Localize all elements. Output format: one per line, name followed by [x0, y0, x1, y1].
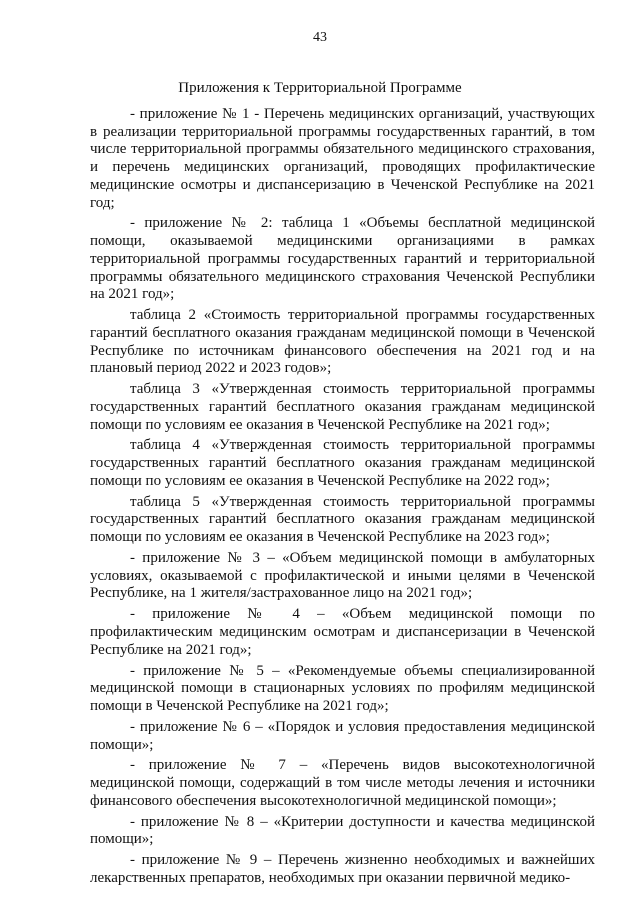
paragraph-appendix-8: - приложение № 8 – «Критерии доступности и качества медицинской помощи»;	[90, 813, 595, 848]
paragraph-appendix-7: - приложение № 7 – «Перечень видов высокотехнологичной медицинской помощи, содержащий в том числе методы лечения и источники финансового обеспечения высокотехнологичной медицинской помощи»;	[90, 757, 595, 809]
paragraph-appendix-1: - приложение № 1 - Перечень медицинских организаций, участвующих в реализации территориальной программы государственных гарантий, в том числе территориальной программы обязательного медицинского страхования, и перечень медицинских организаций, проводящих профилактические медицинские осмотры и диспансеризацию в Чеченской Республике на 2021 год;	[90, 106, 595, 211]
document-body	[90, 106, 595, 891]
paragraph-appendix-4: - приложение № 4 – «Объем медицинской помощи по профилактическим медицинским осмотрам и диспансеризации в Чеченской Республике на 2021 год»;	[90, 606, 595, 658]
page-number: 43	[313, 30, 327, 45]
paragraph-table-2: таблица 2 «Стоимость территориальной программы государственных гарантий бесплатного оказания гражданам медицинской помощи в Чеченской Республике по источникам финансового обеспечения на 2021 год и на плановый период 2022 и 2023 годов»;	[90, 307, 595, 377]
paragraph-table-5: таблица 5 «Утвержденная стоимость территориальной программы государственных гарантий бесплатного оказания гражданам медицинской помощи по условиям ее оказания в Чеченской Республике на 2023 год»;	[90, 493, 595, 546]
paragraph-appendix-6: - приложение № 6 – «Порядок и условия предоставления медицинской помощи»;	[90, 718, 595, 753]
paragraph-appendix-9: - приложение № 9 – Перечень жизненно необходимых и важнейших лекарственных препаратов, необходимых при оказании первичной медико-	[90, 852, 595, 887]
section-heading: Приложения к Территориальной Программе	[178, 80, 462, 96]
paragraph-appendix-2-table-1: - приложение № 2: таблица 1 «Объемы бесплатной медицинской помощи, оказываемой медицинскими организациями в рамках территориальной программы государственных гарантий и территориальной программы обязательного медицинского страхования Чеченской Республики на 2021 год»;	[90, 215, 595, 303]
paragraph-table-4: таблица 4 «Утвержденная стоимость территориальной программы государственных гарантий бесплатного оказания гражданам медицинской помощи по условиям ее оказания в Чеченской Республике на 2022 год»;	[90, 437, 595, 489]
paragraph-appendix-3: - приложение № 3 – «Объем медицинской помощи в амбулаторных условиях, оказываемой с профилактической и иными целями в Чеченской Республике, на 1 жителя/застрахованное лицо на 2021 год»;	[90, 550, 595, 602]
paragraph-appendix-5: - приложение № 5 – «Рекомендуемые объемы специализированной медицинской помощи в стационарных условиях по профилям медицинской помощи в Чеченской Республике на 2021 год»;	[90, 662, 595, 714]
paragraph-table-3: таблица 3 «Утвержденная стоимость территориальной программы государственных гарантий бесплатного оказания гражданам медицинской помощи по условиям ее оказания в Чеченской Республике на 2021 год»;	[90, 381, 595, 433]
